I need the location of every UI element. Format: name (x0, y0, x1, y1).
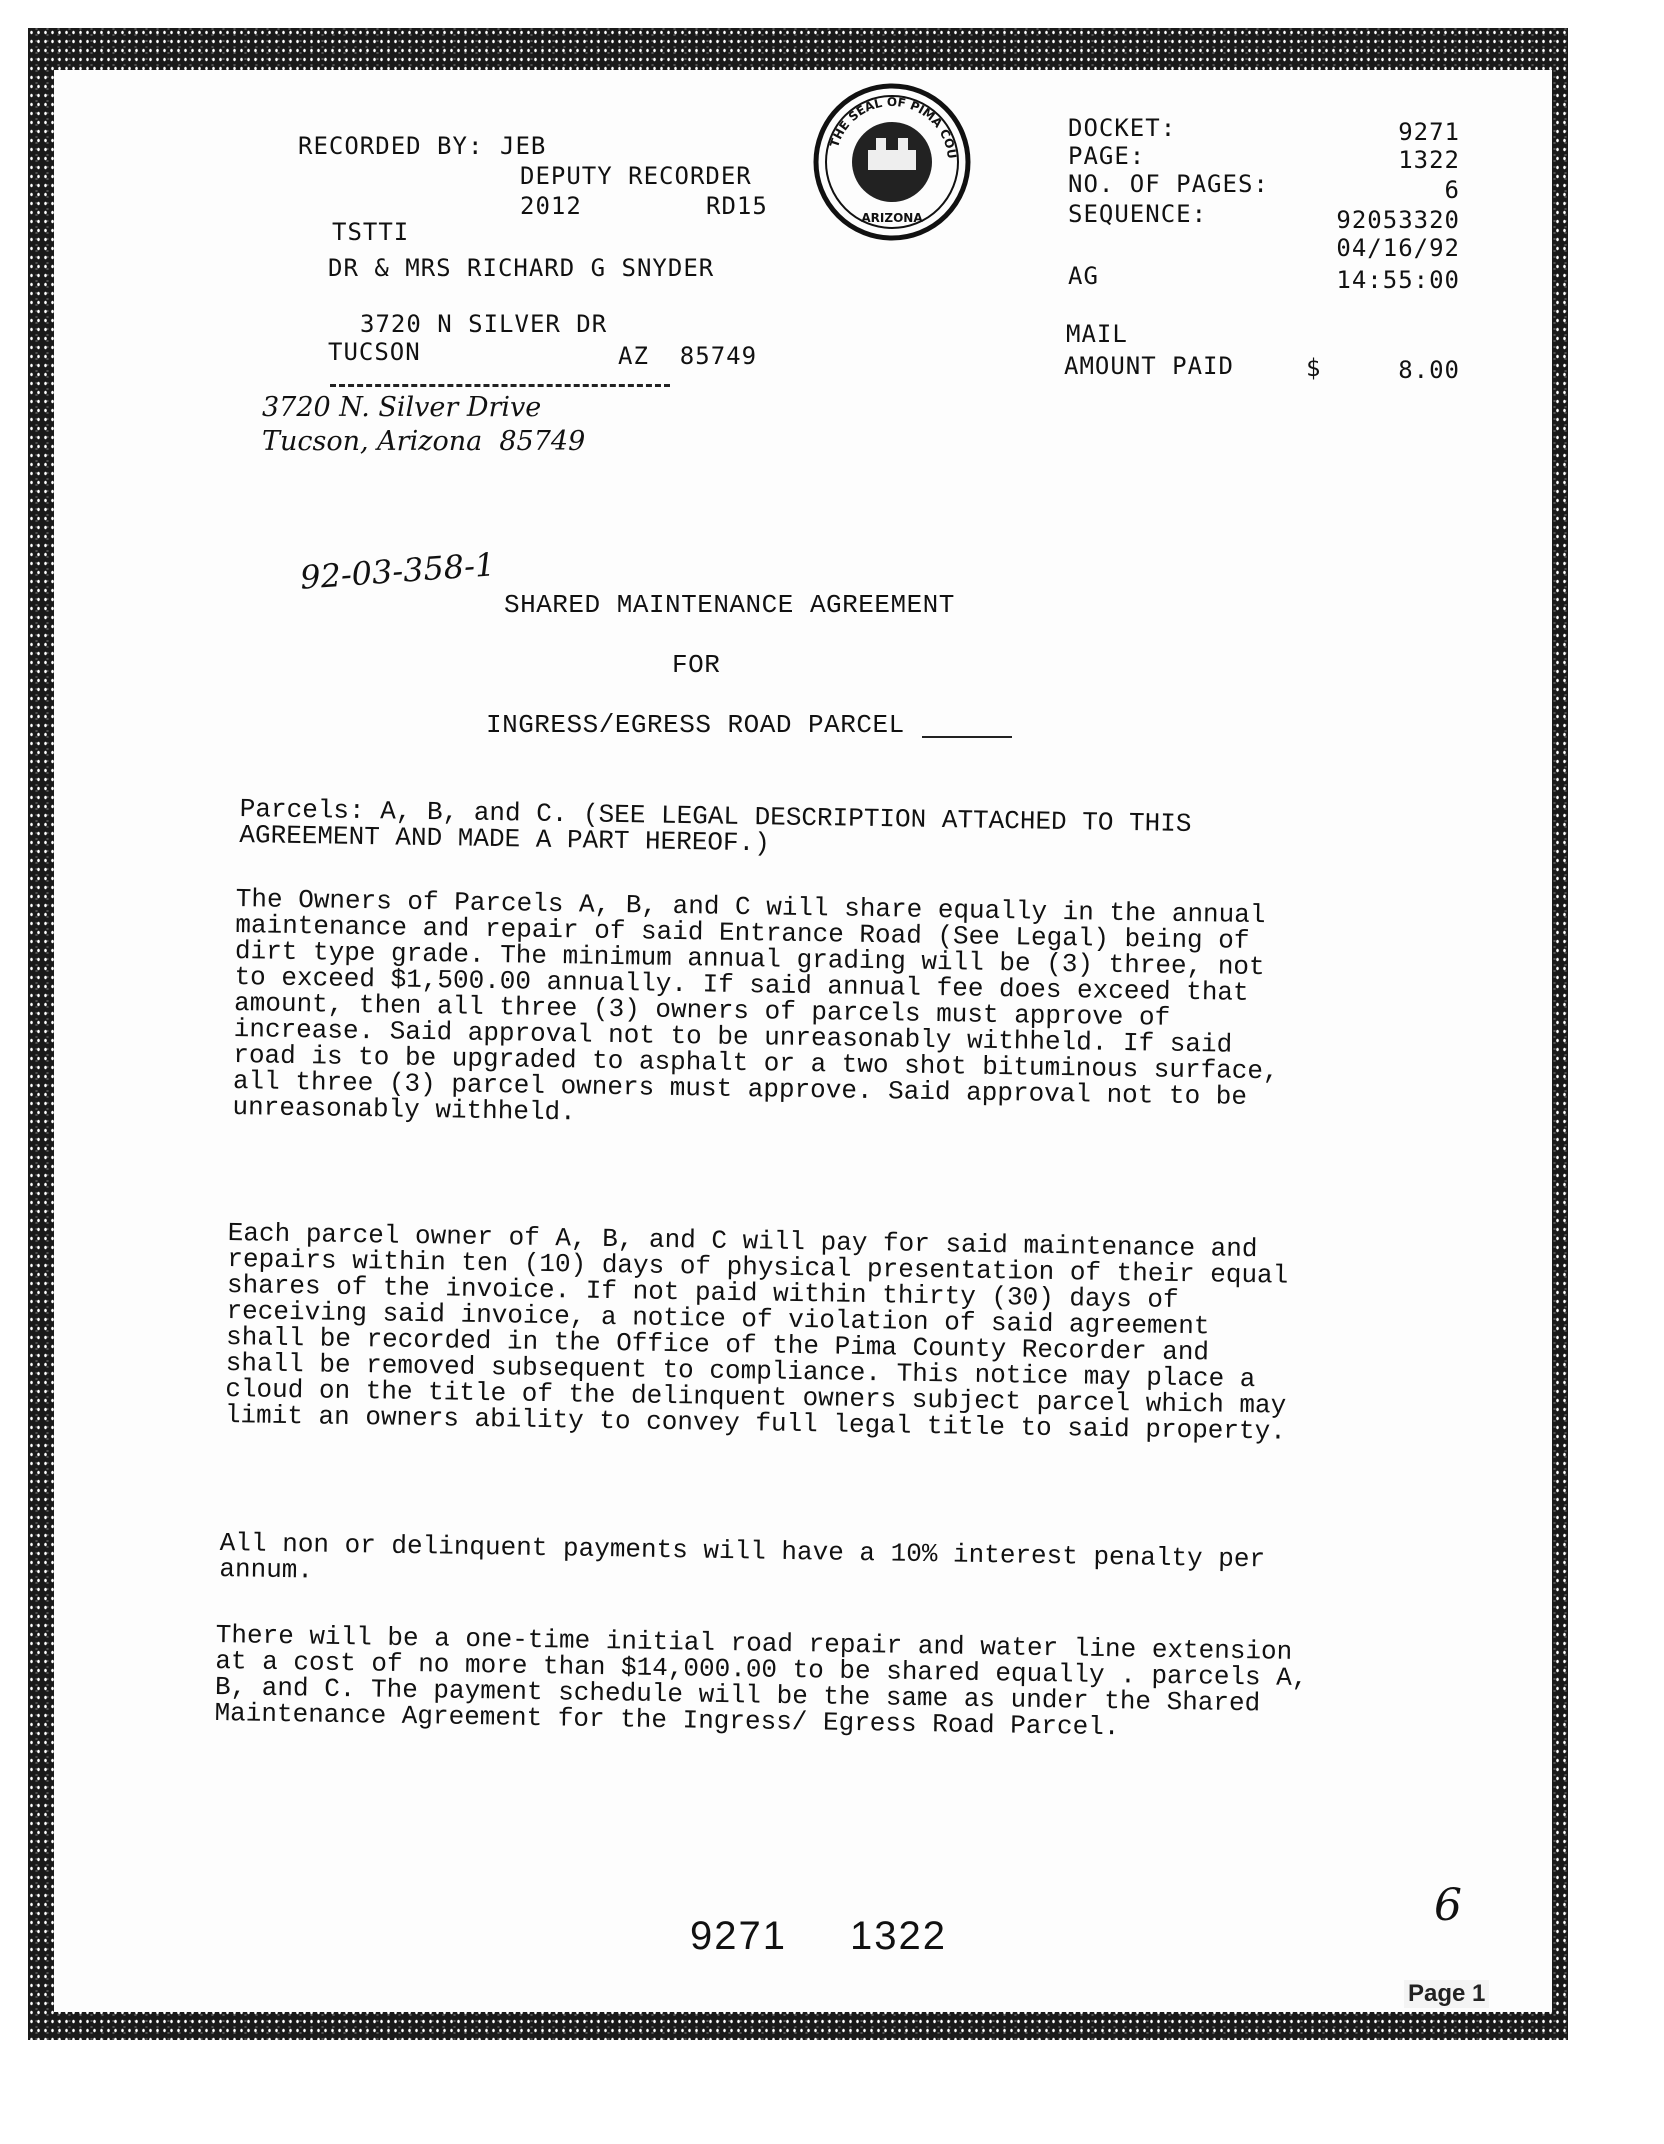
recorder-code-1: 2012 (520, 192, 582, 220)
paragraph-maintenance: The Owners of Parcels A, B, and C will share equally in the annual maintenance and repair of said Entrance Road (See Legal) being of dirt type grade. The minimum annual grading will be (3) three, not to exceed $1,500.00 annually. If said annual fee does exceed that amount, then all three (3) owners of parcels must approve of increase. Said approval not to be unreasonably withheld. If said road is to be upgraded to asphalt or a two shot bituminous surface, all three (3) parcel owners must approve. Said approval not to be unreasonably withheld. (232, 884, 1279, 1128)
paragraph-payment-terms: Each parcel owner of A, B, and C will pay for said maintenance and repairs within ten (10) days of physical presentation of their equal shares of the invoice. If not paid within thirty (30) days of receiving said invoice, a notice of violation of said agreement shall be recorded in the Office of the Pima County Recorder and shall be removed subsequent to compliance. This notice may place a cloud on the title of the delinquent owners subject parcel which may limit an owners ability to convey full legal title to said property. (224, 1218, 1289, 1447)
county-seal-icon (812, 82, 972, 242)
amount-paid: 8.00 (1398, 356, 1460, 384)
record-date: 04/16/92 (1336, 234, 1460, 262)
handwritten-address-line1: 3720 N. Silver Drive (262, 392, 542, 423)
mail-label: MAIL (1066, 320, 1128, 348)
sequence-number: 92053320 (1336, 206, 1460, 234)
handwritten-address-line2: Tucson, Arizona 85749 (262, 426, 586, 457)
pages-label: NO. OF PAGES: (1068, 170, 1269, 198)
recorder-code-3: TSTTI (332, 218, 410, 246)
ag-label: AG (1068, 262, 1099, 290)
recorded-by-initials: JEB (500, 132, 547, 160)
title-line-3: INGRESS/EGRESS ROAD PARCEL (486, 710, 905, 740)
owner-state-zip: AZ 85749 (618, 342, 758, 370)
address-divider (330, 384, 670, 387)
handwritten-page-count: 6 (1434, 1880, 1462, 1931)
title-line-1: SHARED MAINTENANCE AGREEMENT (504, 590, 955, 620)
deputy-recorder: DEPUTY RECORDER (520, 162, 752, 190)
page-indicator: Page 1 (1404, 1980, 1489, 2008)
page-number: 1322 (1398, 146, 1460, 174)
svg-text:THE SEAL OF PIMA COUNTY: THE SEAL OF PIMA COU (827, 94, 960, 160)
page-label: PAGE: (1068, 142, 1146, 170)
handwritten-reference: 92-03-358-1 (298, 545, 497, 597)
pages-count: 6 (1444, 176, 1460, 204)
paragraph-interest-penalty: All non or delinquent payments will have a 10% interest penalty per annum. (219, 1528, 1266, 1586)
paragraph-initial-repair: There will be a one-time initial road repair and water line extension at a cost of no more than $14,000.00 to be shared equally . parcels A, B, and C. The payment schedule will be the same as under the Shared Maintenance Agreement for the Ingress/ Egress Road Parcel. (214, 1620, 1308, 1743)
record-time: 14:55:00 (1336, 266, 1460, 294)
docket-label: DOCKET: (1068, 114, 1177, 142)
recorder-code-2: RD15 (706, 192, 768, 220)
paragraph-parcels: Parcels: A, B, and C. (SEE LEGAL DESCRIPTION ATTACHED TO THIS AGREEMENT AND MADE A PART HEREOF.) (239, 794, 1192, 859)
footer-page: 1322 (850, 1914, 947, 1958)
footer-docket: 9271 (690, 1914, 787, 1958)
title-line-2: FOR (672, 650, 721, 680)
docket-number: 9271 (1398, 118, 1460, 146)
title-underline (922, 736, 1012, 738)
amount-paid-label: AMOUNT PAID (1064, 352, 1234, 380)
svg-text:ARIZONA: ARIZONA (861, 211, 923, 225)
owner-name: DR & MRS RICHARD G SNYDER (328, 254, 715, 282)
sequence-label: SEQUENCE: (1068, 200, 1208, 228)
recorded-by-label: RECORDED BY: (298, 132, 484, 160)
owner-city: TUCSON (328, 338, 421, 366)
amount-currency: $ (1306, 354, 1322, 382)
owner-street: 3720 N SILVER DR (360, 310, 608, 338)
